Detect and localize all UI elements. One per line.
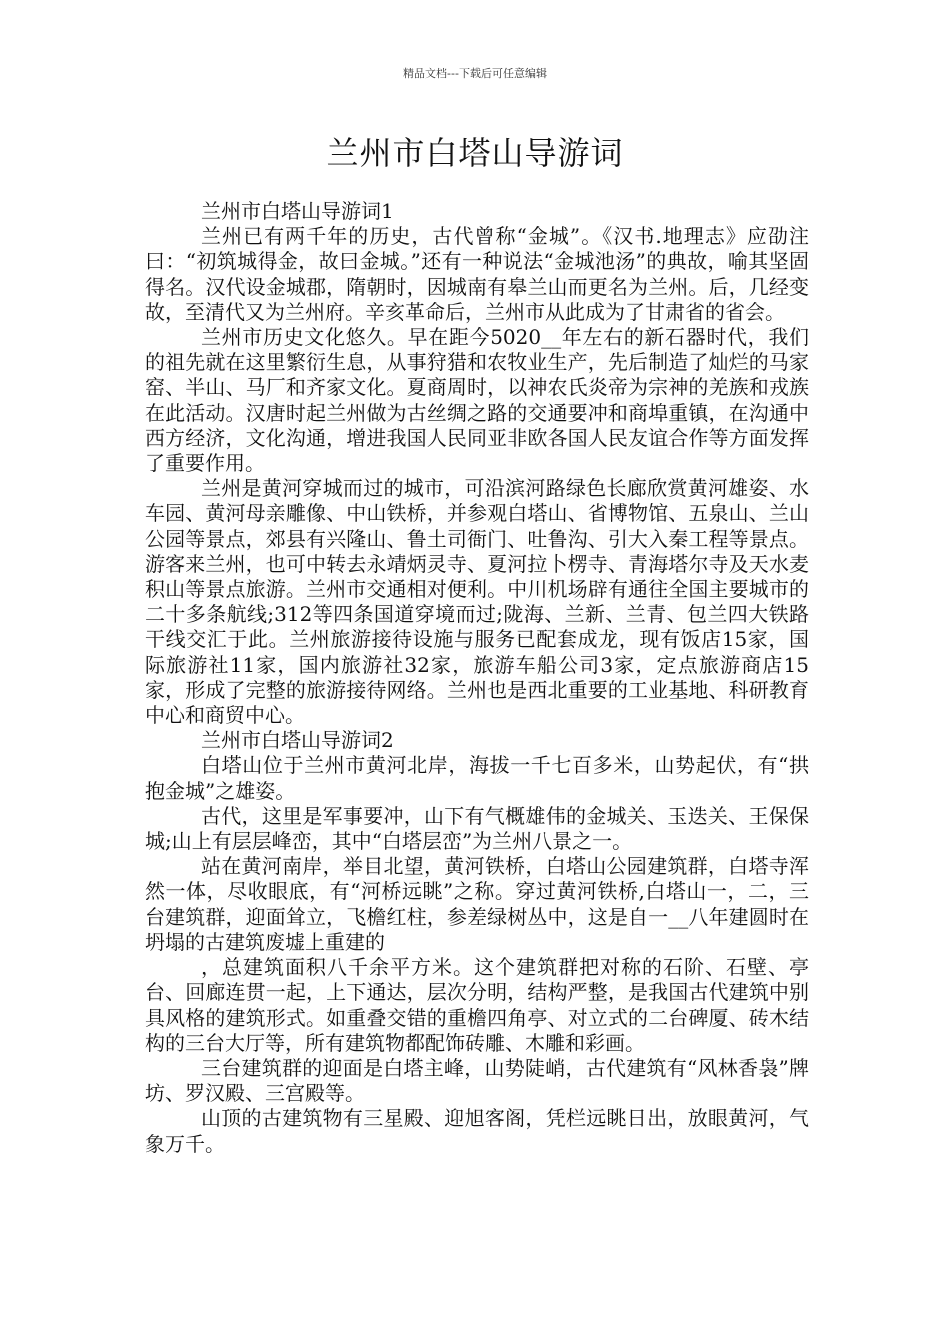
body-paragraph: 三台建筑群的迎面是白塔主峰，山势陡峭，古代建筑有“风林香袅”牌坊、罗汉殿、三宫殿等。 [145,1055,809,1106]
document-body [145,199,809,1157]
body-paragraph: 兰州已有两千年的历史，古代曾称“金城”。《汉书.地理志》应劭注曰：“初筑城得金，故曰金城。”还有一种说法“金城池汤”的典故，喻其坚固得名。汉代设金城郡，隋朝时，因城南有皋兰山而更名为兰州。后，几经变故，至清代又为兰州府。辛亥革命后，兰州市从此成为了甘肃省的省会。 [145,224,809,324]
section-heading-1: 兰州市白塔山导游词1 [201,199,394,223]
body-paragraph: 兰州是黄河穿城而过的城市，可沿滨河路绿色长廊欣赏黄河雄姿、水车园、黄河母亲雕像、中山铁桥，并参观白塔山、省博物馆、五泉山、兰山公园等景点，郊县有兴隆山、鲁土司衙门、吐鲁沟、引大入秦工程等景点。游客来兰州，也可中转去永靖炳灵寺、夏河拉卜楞寺、青海塔尔寺及天水麦积山等景点旅游。兰州市交通相对便利。中川机场辟有通往全国主要城市的二十多条航线;312等四条国道穿境而过;陇海、兰新、兰青、包兰四大铁路干线交汇于此。兰州旅游接待设施与服务已配套成龙，现有饭店15家，国际旅游社11家，国内旅游社32家，旅游车船公司3家，定点旅游商店15家，形成了完整的旅游接待网络。兰州也是西北重要的工业基地、科研教育中心和商贸中心。 [145,476,809,728]
body-paragraph: 兰州市历史文化悠久。早在距今5020__年左右的新石器时代，我们的祖先就在这里繁衍生息，从事狩猎和农牧业生产，先后制造了灿烂的马家窑、半山、马厂和齐家文化。夏商周时，以神农氏炎帝为宗神的羌族和戎族在此活动。汉唐时起兰州做为古丝绸之路的交通要冲和商埠重镇，在沟通中西方经济，文化沟通，增进我国人民同亚非欧各国人民友谊合作等方面发挥了重要作用。 [145,325,809,476]
document-title: 兰州市白塔山导游词 [326,134,624,172]
header-note: 精品文档---下载后可任意编辑 [403,67,547,80]
section-heading-2: 兰州市白塔山导游词2 [201,728,394,753]
body-paragraph: 山顶的古建筑物有三星殿、迎旭客阁，凭栏远眺日出，放眼黄河，气象万千。 [145,1106,809,1156]
body-paragraph: 站在黄河南岸，举目北望，黄河铁桥，白塔山公园建筑群，白塔寺浑然一体，尽收眼底，有“河桥远眺”之称。穿过黄河铁桥,白塔山一，二，三台建筑群，迎面耸立，飞檐红柱，参差绿树丛中，这是自一__八年建圆时在坍塌的古建筑废墟上重建的 [145,854,809,954]
body-paragraph: 古代，这里是军事要冲，山下有气概雄伟的金城关、玉迭关、王保保城;山上有层层峰峦，其中“白塔层峦”为兰州八景之一。 [145,803,809,854]
body-paragraph: 白塔山位于兰州市黄河北岸，海拔一千七百多米，山势起伏，有“拱抱金城”之雄姿。 [145,753,809,803]
body-paragraph: ，总建筑面积八千余平方米。这个建筑群把对称的石阶、石壁、亭台、回廊连贯一起，上下通达，层次分明，结构严整，是我国古代建筑中别具风格的建筑形式。如重叠交错的重檐四角亭、对立式的二台碑厦、砖木结构的三台大厅等，所有建筑物都配饰砖雕、木雕和彩画。 [145,955,809,1055]
